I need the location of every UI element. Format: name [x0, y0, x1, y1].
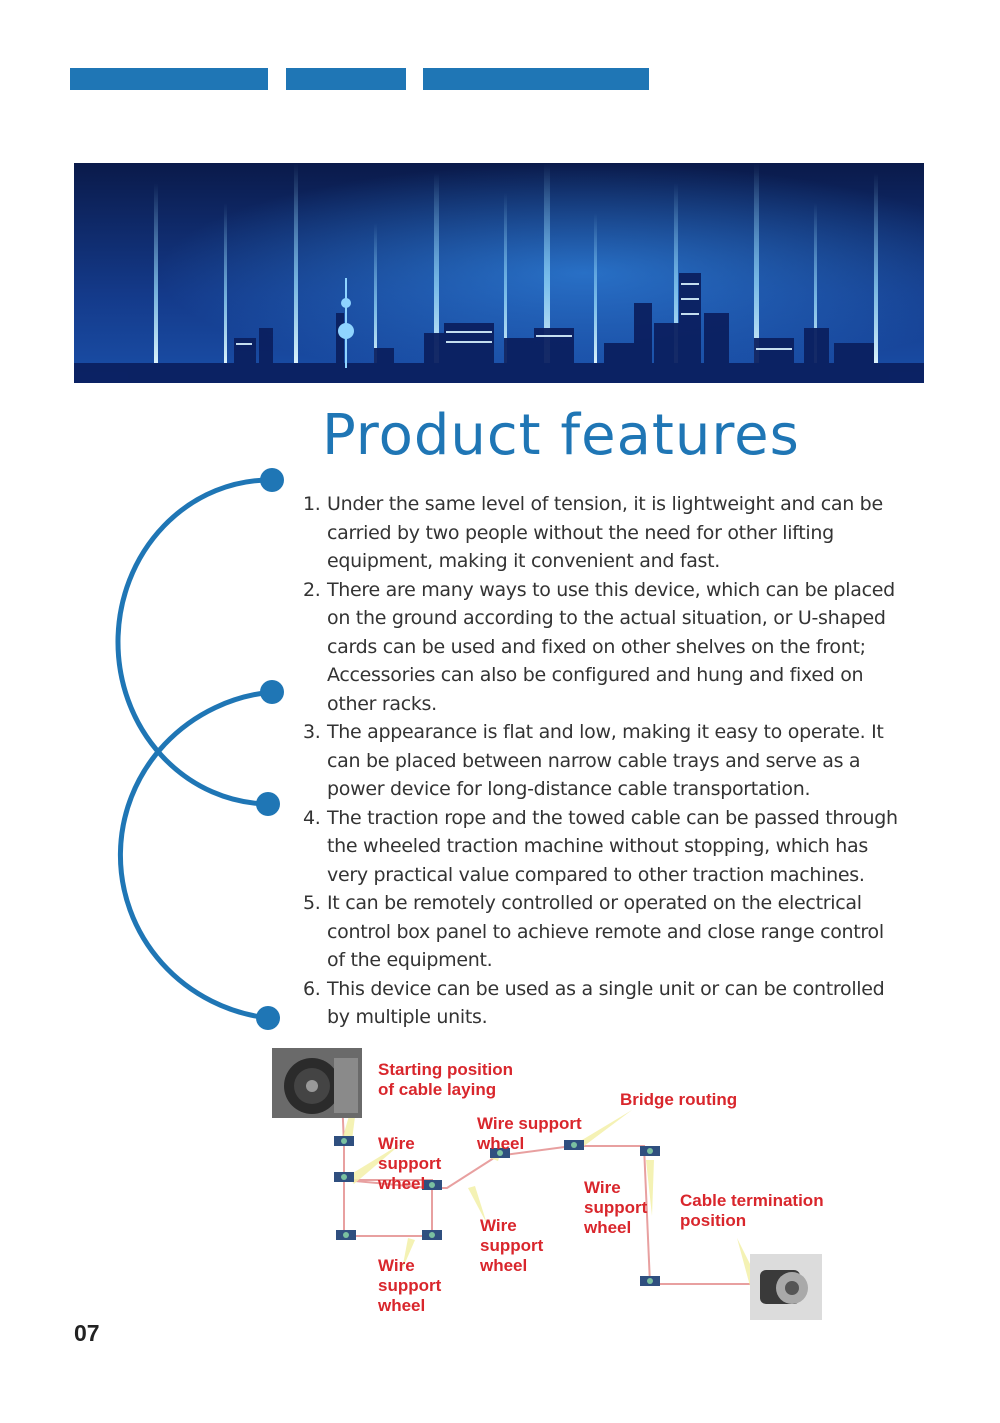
page-title: Product features	[322, 403, 800, 468]
feature-number: 4.	[303, 806, 321, 829]
feature-item	[303, 718, 903, 804]
feature-item	[303, 490, 903, 576]
feature-text: Under the same level of tension, it is lightweight and can be carried by two people without the need for other lifting equipment, making it convenient and fast.	[327, 493, 883, 572]
feature-number: 1.	[303, 493, 321, 515]
label-wire-support-wheel: Wire support wheel	[477, 1114, 582, 1153]
feature-text: The traction rope and the towed cable can be passed through the wheeled traction machine without stopping, which has very practical value compared to other traction machines.	[327, 806, 898, 886]
features-list	[303, 490, 903, 1032]
feature-item	[303, 975, 903, 1032]
arc-dot	[260, 680, 284, 704]
feature-number: 5.	[303, 892, 321, 914]
feature-number: 6.	[303, 977, 321, 1000]
label-bridge-routing: Bridge routing	[620, 1090, 738, 1109]
label-cable-termination: Cable termination position	[680, 1191, 824, 1230]
feature-number: 2.	[303, 578, 321, 601]
feature-item	[303, 804, 903, 890]
label-wire-support-wheel: Wire support wheel	[480, 1216, 544, 1275]
feature-item	[303, 889, 903, 975]
cable-laying-diagram	[272, 1048, 832, 1328]
feature-text: The appearance is flat and low, making it easy to operate. It can be placed between narrow cable trays and serve as a power device for long-distance cable transportation.	[327, 721, 884, 800]
traction-machine-photo	[750, 1254, 822, 1320]
lower-arc	[120, 692, 272, 1018]
feature-text: It can be remotely controlled or operated on the electrical control box panel to achieve remote and close range control of the equipment.	[327, 892, 884, 971]
arc-dot	[260, 468, 284, 492]
label-starting-position: Starting position of cable laying	[378, 1060, 514, 1099]
arc-dot	[256, 1006, 280, 1030]
feature-text: There are many ways to use this device, which can be placed on the ground according to the actual situation, or U-shaped cards can be used and fixed on other shelves on the front; Accessories can also be configured and hung and fixed on other racks.	[327, 578, 895, 715]
feature-number: 3.	[303, 721, 321, 743]
upper-arc	[118, 480, 272, 804]
page-number: 07	[74, 1320, 100, 1346]
label-wire-support-wheel: Wire support wheel	[378, 1256, 442, 1315]
label-wire-support-wheel: Wire support wheel	[584, 1178, 648, 1237]
feature-text: This device can be used as a single unit or can be controlled by multiple units.	[327, 977, 885, 1028]
cable-drum-photo	[272, 1048, 362, 1118]
feature-item	[303, 576, 903, 719]
arc-dot	[256, 792, 280, 816]
label-wire-support-wheel: Wire support wheel	[378, 1134, 442, 1193]
